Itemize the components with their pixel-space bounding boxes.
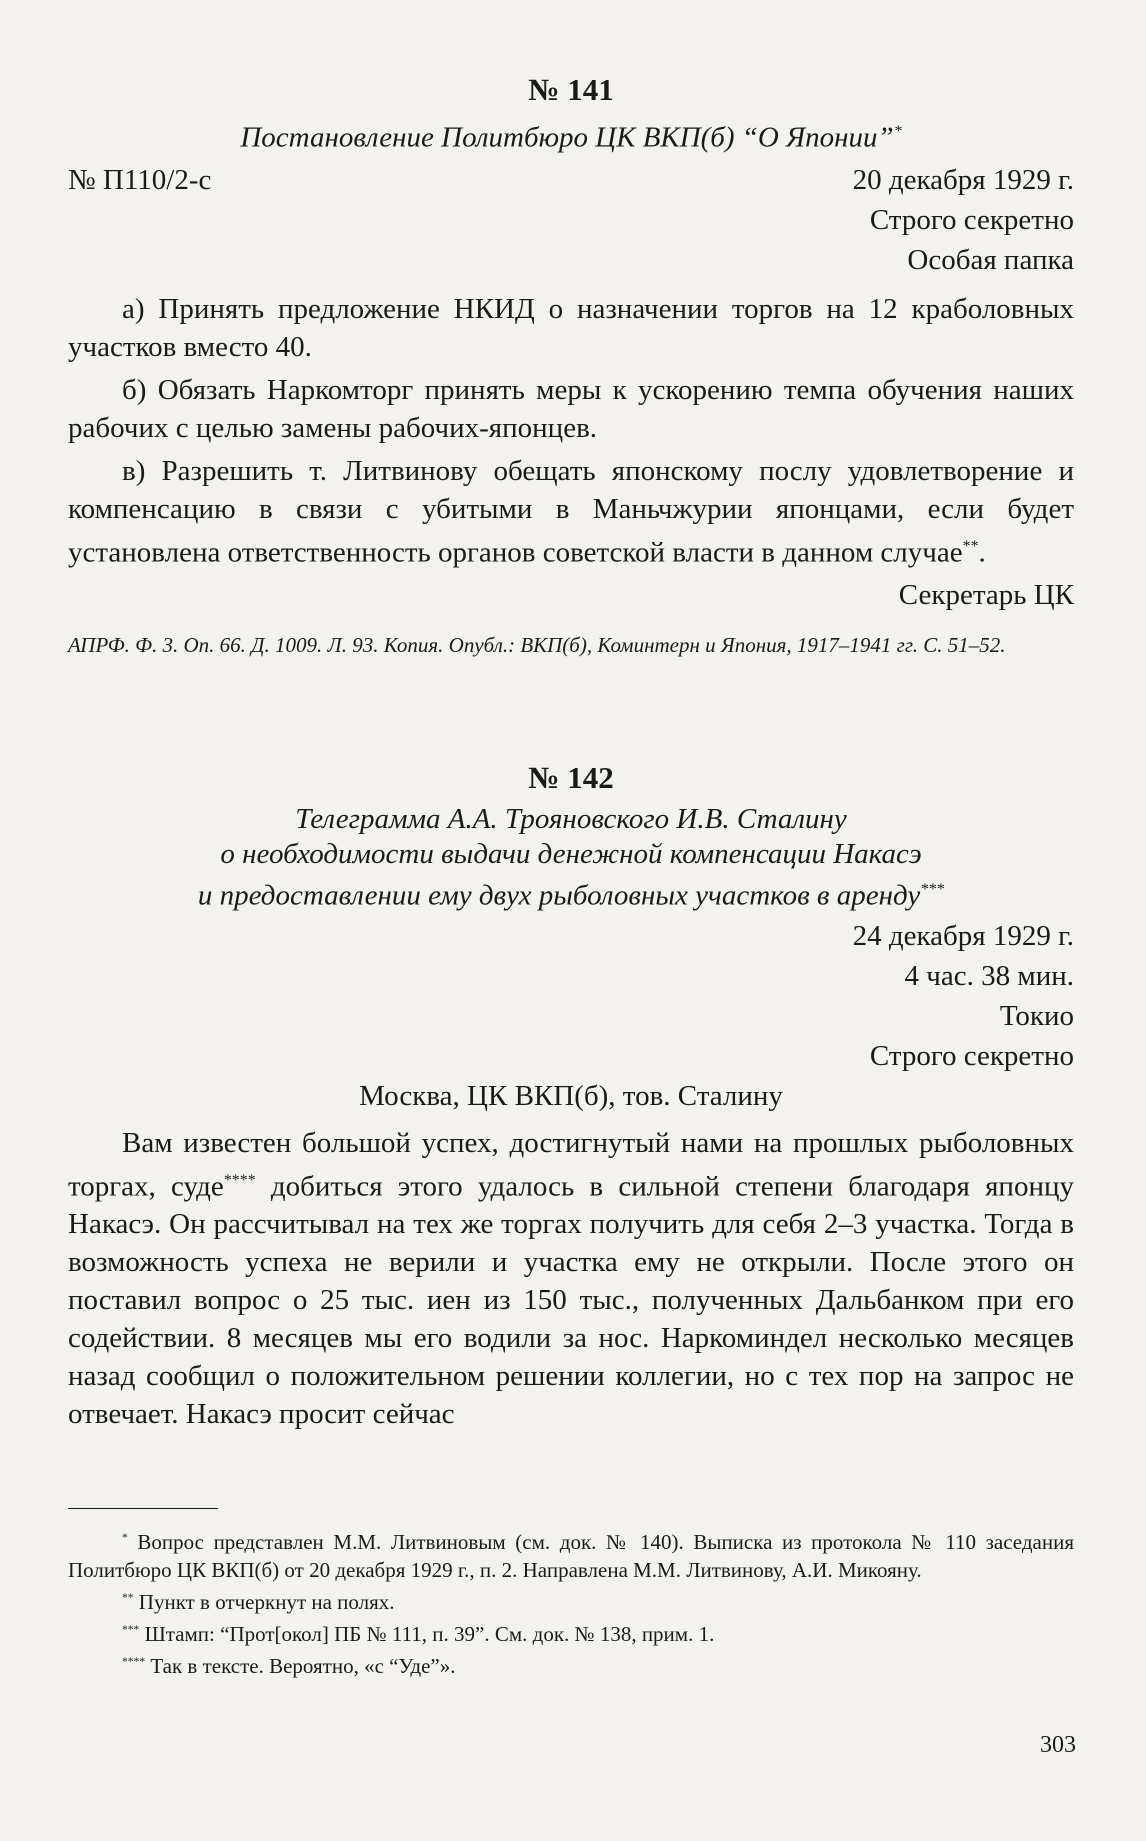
archival-source: АПРФ. Ф. 3. Оп. 66. Д. 1009. Л. 93. Копия. Опубл.: ВКП(б), Коминтерн и Япония, 1917–1941 гг. С. 51–52. [68, 633, 1006, 658]
signature: Секретарь ЦК [898, 579, 1074, 612]
doc-date: 20 декабря 1929 г. [852, 163, 1074, 196]
item-a: а) Принять предложение НКИД о назначении торгов на 12 краболовных участков вместо 40. [68, 292, 1074, 363]
footnote: ** Пункт в отчеркнут на полях. [122, 1590, 395, 1614]
doc-date: 24 декабря 1929 г. [852, 919, 1074, 952]
doc-title: Постановление Политбюро ЦК ВКП(б) “О Японии”* [240, 121, 902, 154]
footnote: **** Так в тексте. Вероятно, «с “Уде”». [122, 1654, 456, 1678]
doc-time: 4 час. 38 мин. [904, 959, 1074, 992]
secrecy-stamp: Строго секретно [869, 203, 1074, 236]
footnote-ref: **** [223, 1171, 256, 1189]
doc-142 [68, 760, 1074, 1433]
footnote: * Вопрос представлен М.М. Литвиновым (см. док. № 140). Выписка из протокола № 110 заседания Политбюро ЦК ВКП(б) от 20 декабря 1929 г., п. 2. Направлена М.М. Литвинову, А.И. Микояну. [68, 1530, 1074, 1582]
footnote-ref: *** [920, 881, 945, 898]
footnote-divider [68, 1508, 218, 1509]
footnote-ref: * [893, 123, 902, 140]
doc-title: Телеграмма А.А. Трояновского И.В. Сталину о необходимости выдачи денежной компенсации Накасэ и предоставлении ему двух рыболовных участков в аренду*** [197, 803, 945, 912]
page-number: 303 [1040, 1732, 1076, 1758]
doc-meta [68, 160, 1074, 200]
doc-141 [68, 72, 1074, 659]
telegram-text: Вам известен большой успех, достигнутый нами на прошлых рыболовных торгах, суде**** добиться этого удалось в сильной степени благодаря японцу Накасэ. Он рассчитывал на тех же торгах получить для себя 2–3 участка. Тогда в возможность успеха не верили и участка ему не открыли. После этого он поставил вопрос о 25 тыс. иен из 150 тыс., полученных Дальбанком при его содействии. 8 месяцев мы его водили за нос. Наркоминдел несколько месяцев назад сообщил о положительном решении коллегии, но с тех пор на запрос не отвечает. Накасэ просит сейчас [68, 1126, 1074, 1431]
doc-place: Токио [999, 999, 1074, 1032]
footnotes [68, 1524, 1074, 1680]
addressee: Москва, ЦК ВКП(б), тов. Сталину [359, 1079, 783, 1112]
doc-body [68, 1124, 1074, 1434]
protocol-number: № П110/2-с [68, 163, 212, 196]
item-b: б) Обязать Наркомторг принять меры к ускорению темпа обучения наших рабочих с целью замены рабочих-японцев. [68, 373, 1074, 444]
doc-number: № 141 [528, 72, 614, 107]
item-c: в) Разрешить т. Литвинову обещать японскому послу удовлетворение и компенсацию в связи с убитыми в Маньчжурии японцами, если будет установлена ответственность органов советской власти в данном случае**. [68, 454, 1074, 569]
footnote-ref: ** [962, 537, 979, 555]
doc-number: № 142 [528, 760, 614, 795]
footnote: *** Штамп: “Прот[окол] ПБ № 111, п. 39”. См. док. № 138, прим. 1. [122, 1622, 715, 1646]
secrecy-stamp: Строго секретно [869, 1039, 1074, 1072]
doc-body [68, 290, 1074, 572]
folder-stamp: Особая папка [907, 243, 1074, 276]
